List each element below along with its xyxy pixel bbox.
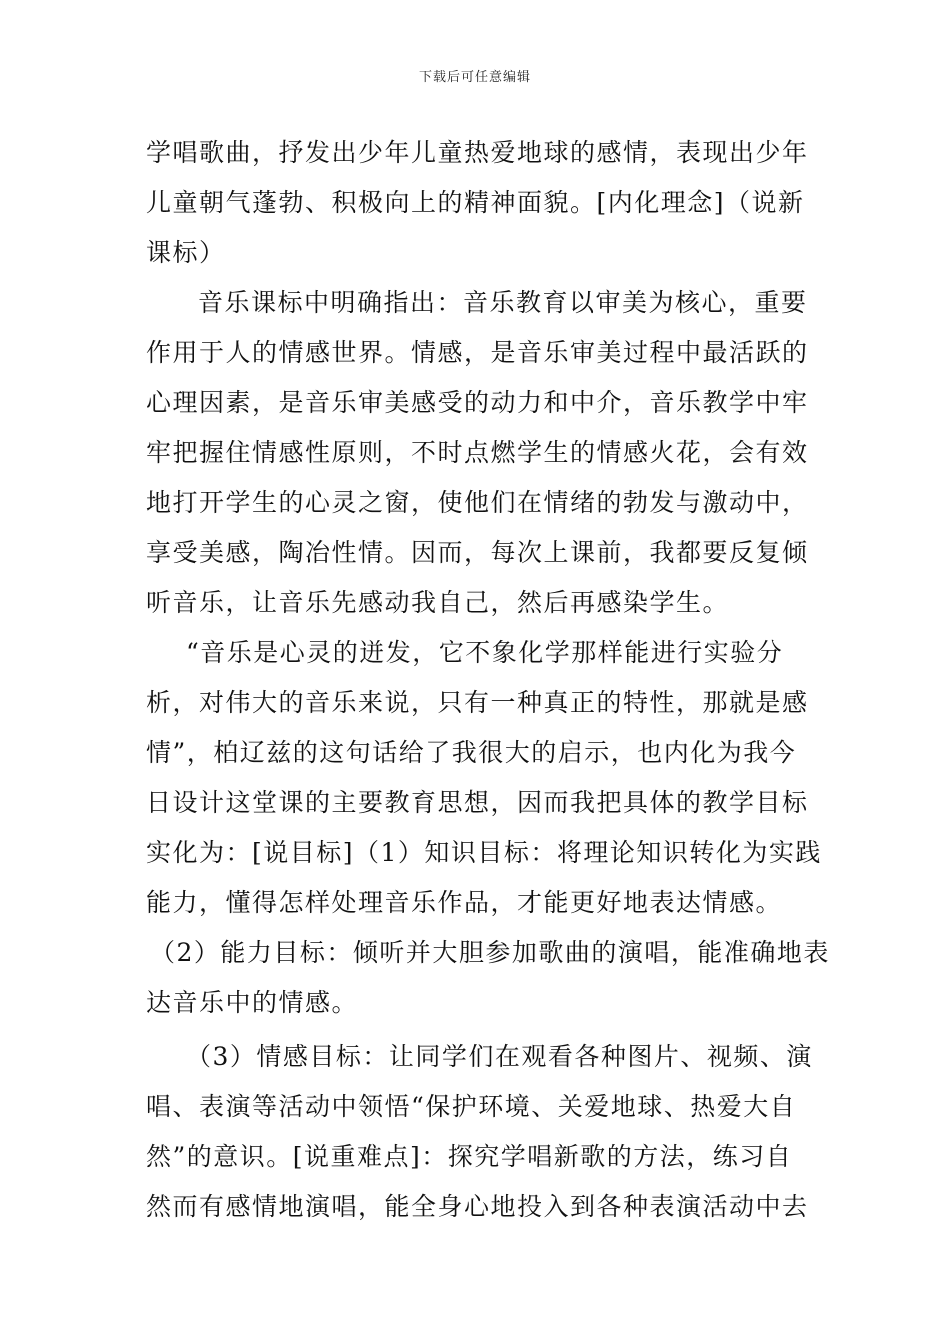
text-line-9: 享受美感，陶冶性情。因而，每次上课前，我都要反复倾 — [146, 538, 809, 567]
text-line-5: 作用于人的情感世界。情感，是音乐审美过程中最活跃的 — [146, 338, 809, 367]
document-body — [146, 128, 830, 1232]
text-line-3: 课标） — [146, 238, 226, 267]
text-line-11: “音乐是心灵的迸发，它不象化学那样能进行实验分 — [186, 638, 784, 667]
text-line-7: 牢把握住情感性原则，不时点燃学生的情感火花，会有效 — [146, 438, 809, 467]
text-line-20: 唱、表演等活动中领悟“保护环境、关爱地球、热爱大自 — [146, 1092, 797, 1121]
page-header: 下载后可任意编辑 — [418, 70, 531, 85]
text-line-19: （3）情感目标：让同学们在观看各种图片、视频、演 — [186, 1042, 813, 1071]
text-line-13: 情”，柏辽兹的这句话给了我很大的启示，也内化为我今 — [146, 738, 797, 767]
text-line-21: 然”的意识。[说重难点]：探究学唱新歌的方法，练习自 — [146, 1142, 793, 1171]
text-line-1: 学唱歌曲，抒发出少年儿童热爱地球的感情，表现出少年 — [146, 138, 809, 167]
text-line-14: 日设计这堂课的主要教育思想，因而我把具体的教学目标 — [146, 788, 809, 817]
text-line-16: 能力，懂得怎样处理音乐作品，才能更好地表达情感。 — [146, 888, 783, 917]
text-line-10: 听音乐，让音乐先感动我自己，然后再感染学生。 — [146, 588, 730, 617]
text-line-15: 实化为：[说目标]（1）知识目标：将理论知识转化为实践 — [146, 838, 822, 867]
text-line-18: 达音乐中的情感。 — [146, 988, 359, 1017]
text-line-8: 地打开学生的心灵之窗，使他们在情绪的勃发与激动中， — [146, 488, 809, 517]
text-line-12: 析，对伟大的音乐来说，只有一种真正的特性，那就是感 — [146, 688, 809, 717]
text-line-22: 然而有感情地演唱，能全身心地投入到各种表演活动中去 — [146, 1192, 809, 1221]
text-line-17: （2）能力目标：倾听并大胆参加歌曲的演唱，能准确地表 — [150, 938, 830, 967]
text-line-6: 心理因素，是音乐审美感受的动力和中介，音乐教学中牢 — [146, 388, 809, 417]
text-line-4: 音乐课标中明确指出：音乐教育以审美为核心，重要 — [198, 288, 808, 317]
text-line-2: 儿童朝气蓬勃、积极向上的精神面貌。[内化理念]（说新 — [146, 188, 805, 217]
